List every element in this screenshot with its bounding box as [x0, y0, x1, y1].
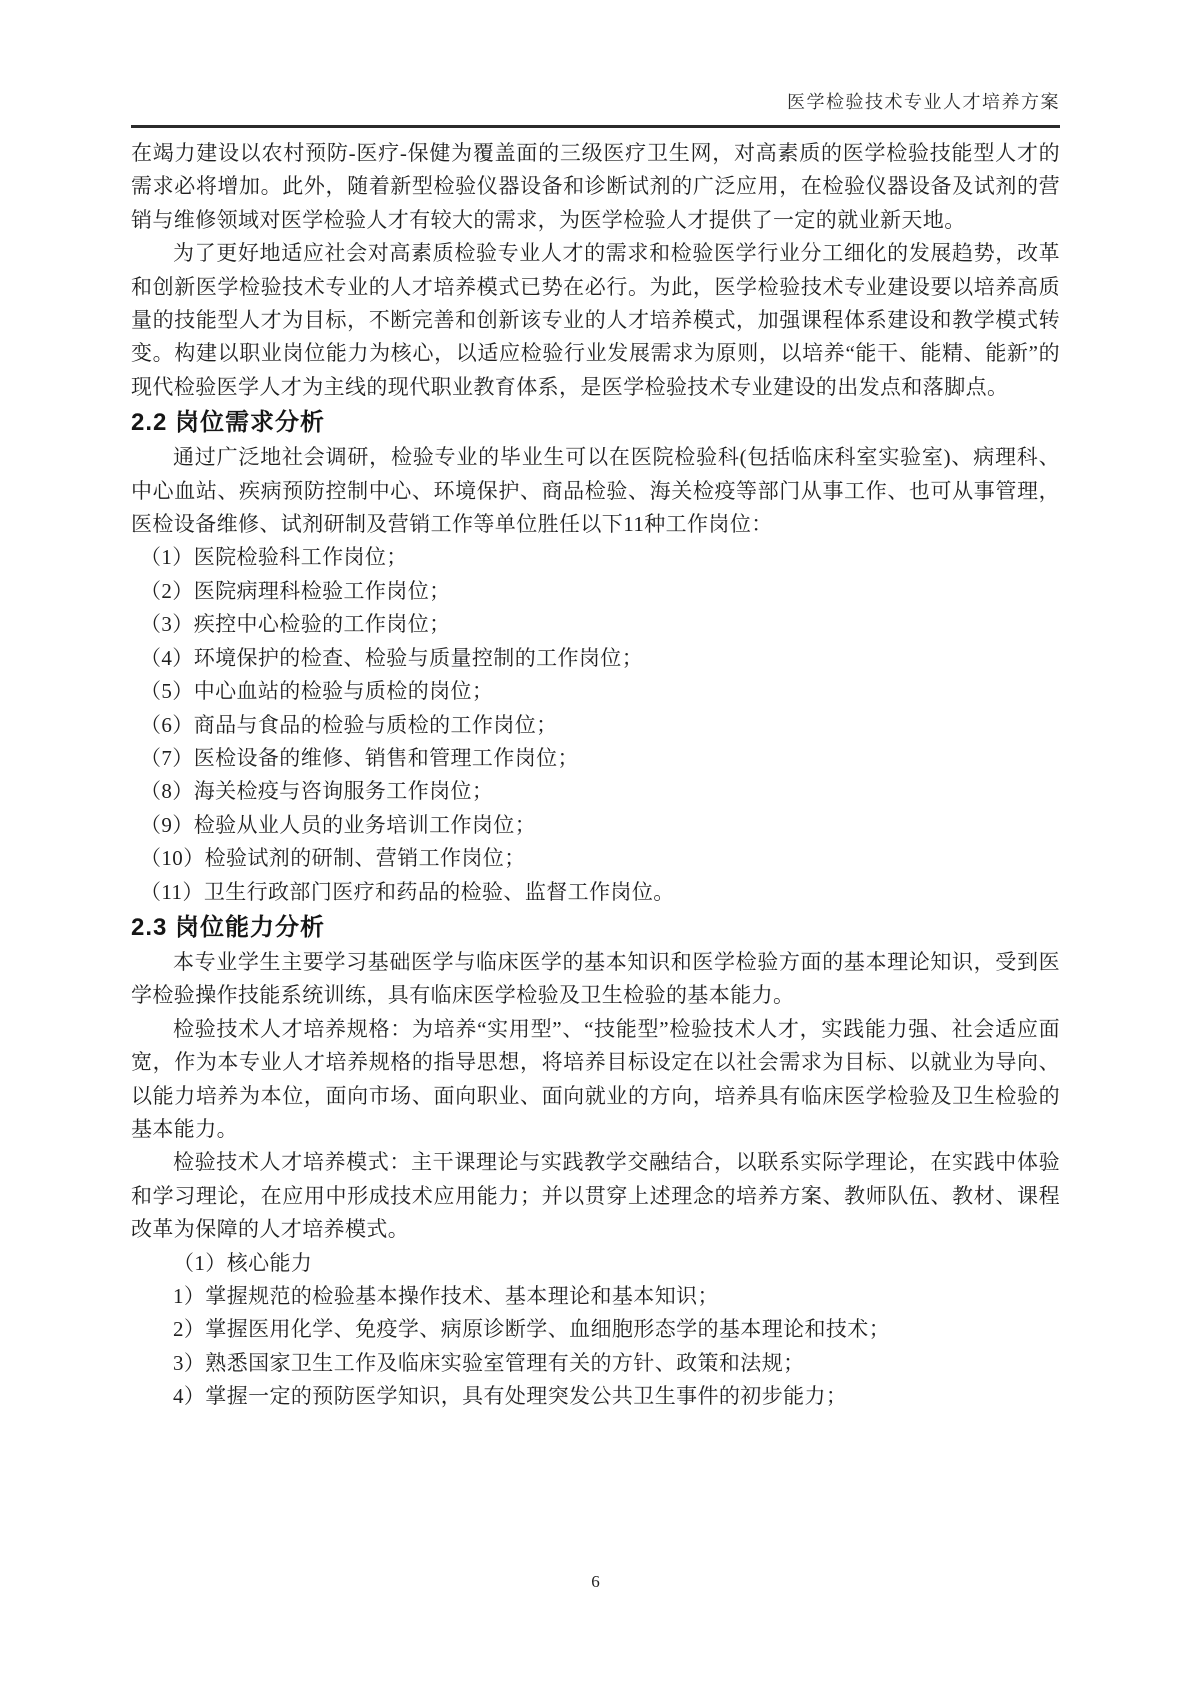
list-item: （4）环境保护的检查、检验与质量控制的工作岗位； — [140, 645, 644, 670]
list-item: （1）医院检验科工作岗位； — [140, 545, 408, 570]
section-heading: 2.2 岗位需求分析 — [131, 409, 326, 437]
list-item: （9）检验从业人员的业务培训工作岗位； — [140, 812, 537, 837]
list-item: （6）商品与食品的检验与质检的工作岗位； — [140, 712, 558, 737]
list-item: （10）检验试剂的研制、营销工作岗位； — [140, 846, 526, 871]
list-item: （5）中心血站的检验与质检的岗位； — [140, 679, 494, 704]
list-item: （2）医院病理科检验工作岗位； — [140, 578, 451, 603]
list-item: （3）疾控中心检验的工作岗位； — [140, 612, 451, 637]
page-footer — [131, 1572, 1060, 1592]
numbered-item: 2）掌握医用化学、免疫学、病原诊断学、血细胞形态学的基本理论和技术； — [173, 1317, 891, 1342]
list-item: （8）海关检疫与咨询服务工作岗位； — [140, 779, 494, 804]
numbered-item: 4）掌握一定的预防医学知识，具有处理突发公共卫生事件的初步能力； — [173, 1384, 848, 1409]
section-heading: 2.3 岗位能力分析 — [131, 913, 326, 941]
page-number: 6 — [591, 1572, 600, 1591]
paragraph: 检验技术人才培养规格：为培养“实用型”、“技能型”检验技术人才，实践能力强、社会适应面宽，作为本专业人才培养规格的指导思想，将培养目标设定在以社会需求为目标、以就业为导向、以能力培养为本位，面向市场、面向职业、面向就业的方向，培养具有临床医学检验及卫生检验的基本能力。 — [131, 1016, 1060, 1141]
numbered-item: 1）掌握规范的检验基本操作技术、基本理论和基本知识； — [173, 1284, 719, 1308]
document-body — [131, 137, 1060, 1414]
paragraph: 在竭力建设以农村预防-医疗-保健为覆盖面的三级医疗卫生网，对高素质的医学检验技能型人才的需求必将增加。此外，随着新型检验仪器设备和诊断试剂的广泛应用，在检验仪器设备及试剂的营销与维修领域对医学检验人才有较大的需求，为医学检验人才提供了一定的就业新天地。 — [131, 141, 1060, 232]
paragraph: 通过广泛地社会调研，检验专业的毕业生可以在医院检验科(包括临床科室实验室)、病理科、中心血站、疾病预防控制中心、环境保护、商品检验、海关检疫等部门从事工作、也可从事管理，医检设备维修、试剂研制及营销工作等单位胜任以下11种工作岗位： — [131, 445, 1060, 537]
sub-heading: （1）核心能力 — [173, 1250, 313, 1275]
list-item: （7）医检设备的维修、销售和管理工作岗位； — [140, 745, 579, 770]
numbered-item: 3）熟悉国家卫生工作及临床实验室管理有关的方针、政策和法规； — [173, 1350, 805, 1375]
paragraph: 检验技术人才培养模式：主干课理论与实践教学交融结合，以联系实际学理论，在实践中体验和学习理论，在应用中形成技术应用能力；并以贯穿上述理念的培养方案、教师队伍、教材、课程改革为保障的人才培养模式。 — [131, 1150, 1060, 1242]
page-header — [131, 88, 1060, 128]
paragraph: 本专业学生主要学习基础医学与临床医学的基本知识和医学检验方面的基本理论知识，受到医学检验操作技能系统训练，具有临床医学检验及卫生检验的基本能力。 — [131, 949, 1060, 1008]
header-title: 医学检验技术专业人才培养方案 — [787, 92, 1060, 112]
list-item: （11）卫生行政部门医疗和药品的检验、监督工作岗位。 — [140, 879, 675, 904]
paragraph: 为了更好地适应社会对高素质检验专业人才的需求和检验医学行业分工细化的发展趋势，改革和创新医学检验技术专业的人才培养模式已势在必行。为此，医学检验技术专业建设要以培养高质量的技能型人才为目标，不断完善和创新该专业的人才培养模式，加强课程体系建设和教学模式转变。构建以职业岗位能力为核心，以适应检验行业发展需求为原则，以培养“能干、能精、能新”的现代检验医学人才为主线的现代职业教育体系，是医学检验技术专业建设的出发点和落脚点。 — [131, 241, 1060, 399]
